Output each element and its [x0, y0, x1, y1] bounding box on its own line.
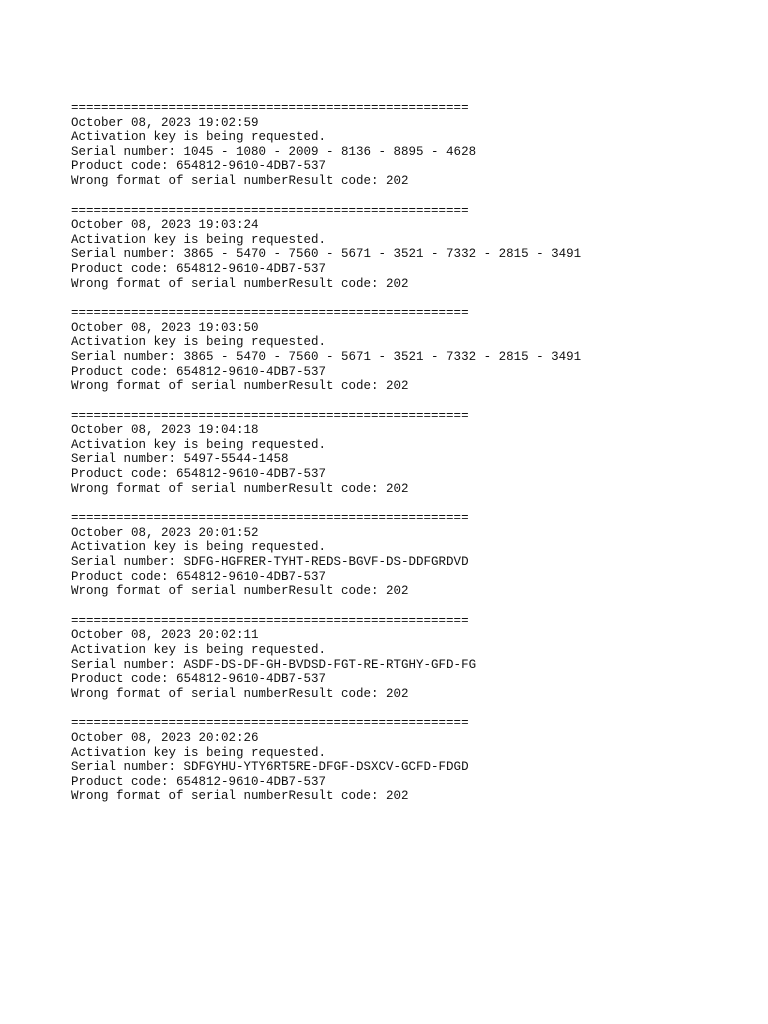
entry-product: Product code: 654812-9610-4DB7-537: [71, 364, 327, 379]
entry-message: Activation key is being requested.: [71, 745, 327, 760]
entry-timestamp: October 08, 2023 20:02:26: [71, 730, 259, 745]
entry-serial: Serial number: SDFGYHU-YTY6RT5RE-DFGF-DSXCV-GCFD-FDGD: [71, 760, 469, 775]
log-entry: [71, 409, 751, 497]
entry-message: Activation key is being requested.: [71, 130, 327, 145]
entry-message: Activation key is being requested.: [71, 335, 327, 350]
entry-serial: Serial number: ASDF-DS-DF-GH-BVDSD-FGT-RE-RTGHY-GFD-FG: [71, 657, 477, 672]
entry-message: Activation key is being requested.: [71, 437, 327, 452]
entry-product: Product code: 654812-9610-4DB7-537: [71, 672, 327, 687]
entry-product: Product code: 654812-9610-4DB7-537: [71, 467, 327, 482]
entry-message: Activation key is being requested.: [71, 643, 327, 657]
entry-separator: =====================================================: [71, 511, 469, 526]
entry-serial: Serial number: 3865 - 5470 - 7560 - 5671 - 3521 - 7332 - 2815 - 3491: [71, 349, 582, 364]
entry-message: Activation key is being requested.: [71, 540, 327, 555]
entry-separator: =====================================================: [71, 613, 469, 628]
entry-result: Wrong format of serial numberResult code: 202: [71, 686, 409, 701]
entry-separator: =====================================================: [71, 101, 469, 115]
entry-serial: Serial number: 5497-5544-1458: [71, 452, 289, 467]
entry-separator: =====================================================: [71, 306, 469, 321]
log-entry: [71, 716, 751, 804]
log-document: [71, 101, 751, 819]
entry-separator: =====================================================: [71, 408, 469, 423]
entry-message: Activation key is being requested.: [71, 232, 327, 247]
entry-result: Wrong format of serial numberResult code: 202: [71, 481, 409, 496]
entry-serial: Serial number: 1045 - 1080 - 2009 - 8136 - 8895 - 4628: [71, 144, 477, 159]
entry-result: Wrong format of serial numberResult code: 202: [71, 276, 409, 291]
entry-serial: Serial number: 3865 - 5470 - 7560 - 5671 - 3521 - 7332 - 2815 - 3491: [71, 247, 582, 262]
entry-timestamp: October 08, 2023 19:02:59: [71, 115, 259, 130]
entry-result: Wrong format of serial numberResult code: 202: [71, 789, 409, 804]
entry-serial: Serial number: SDFG-HGFRER-TYHT-REDS-BGVF-DS-DDFGRDVD: [71, 555, 469, 570]
entry-product: Product code: 654812-9610-4DB7-537: [71, 774, 327, 789]
entry-timestamp: October 08, 2023 20:02:11: [71, 628, 259, 643]
entry-timestamp: October 08, 2023 19:03:50: [71, 320, 259, 335]
log-entry: [71, 614, 751, 702]
log-entry: [71, 101, 751, 189]
entry-timestamp: October 08, 2023 19:03:24: [71, 218, 259, 233]
entry-separator: =====================================================: [71, 716, 469, 731]
entry-result: Wrong format of serial numberResult code: 202: [71, 173, 409, 188]
log-entry: [71, 204, 751, 292]
log-entry: [71, 306, 751, 394]
entry-result: Wrong format of serial numberResult code: 202: [71, 379, 409, 394]
entry-timestamp: October 08, 2023 20:01:52: [71, 525, 259, 540]
entry-result: Wrong format of serial numberResult code: 202: [71, 584, 409, 599]
log-entry: [71, 511, 751, 599]
entry-timestamp: October 08, 2023 19:04:18: [71, 423, 259, 438]
entry-product: Product code: 654812-9610-4DB7-537: [71, 261, 327, 276]
entry-product: Product code: 654812-9610-4DB7-537: [71, 569, 327, 584]
entry-separator: =====================================================: [71, 203, 469, 218]
entry-product: Product code: 654812-9610-4DB7-537: [71, 159, 327, 174]
